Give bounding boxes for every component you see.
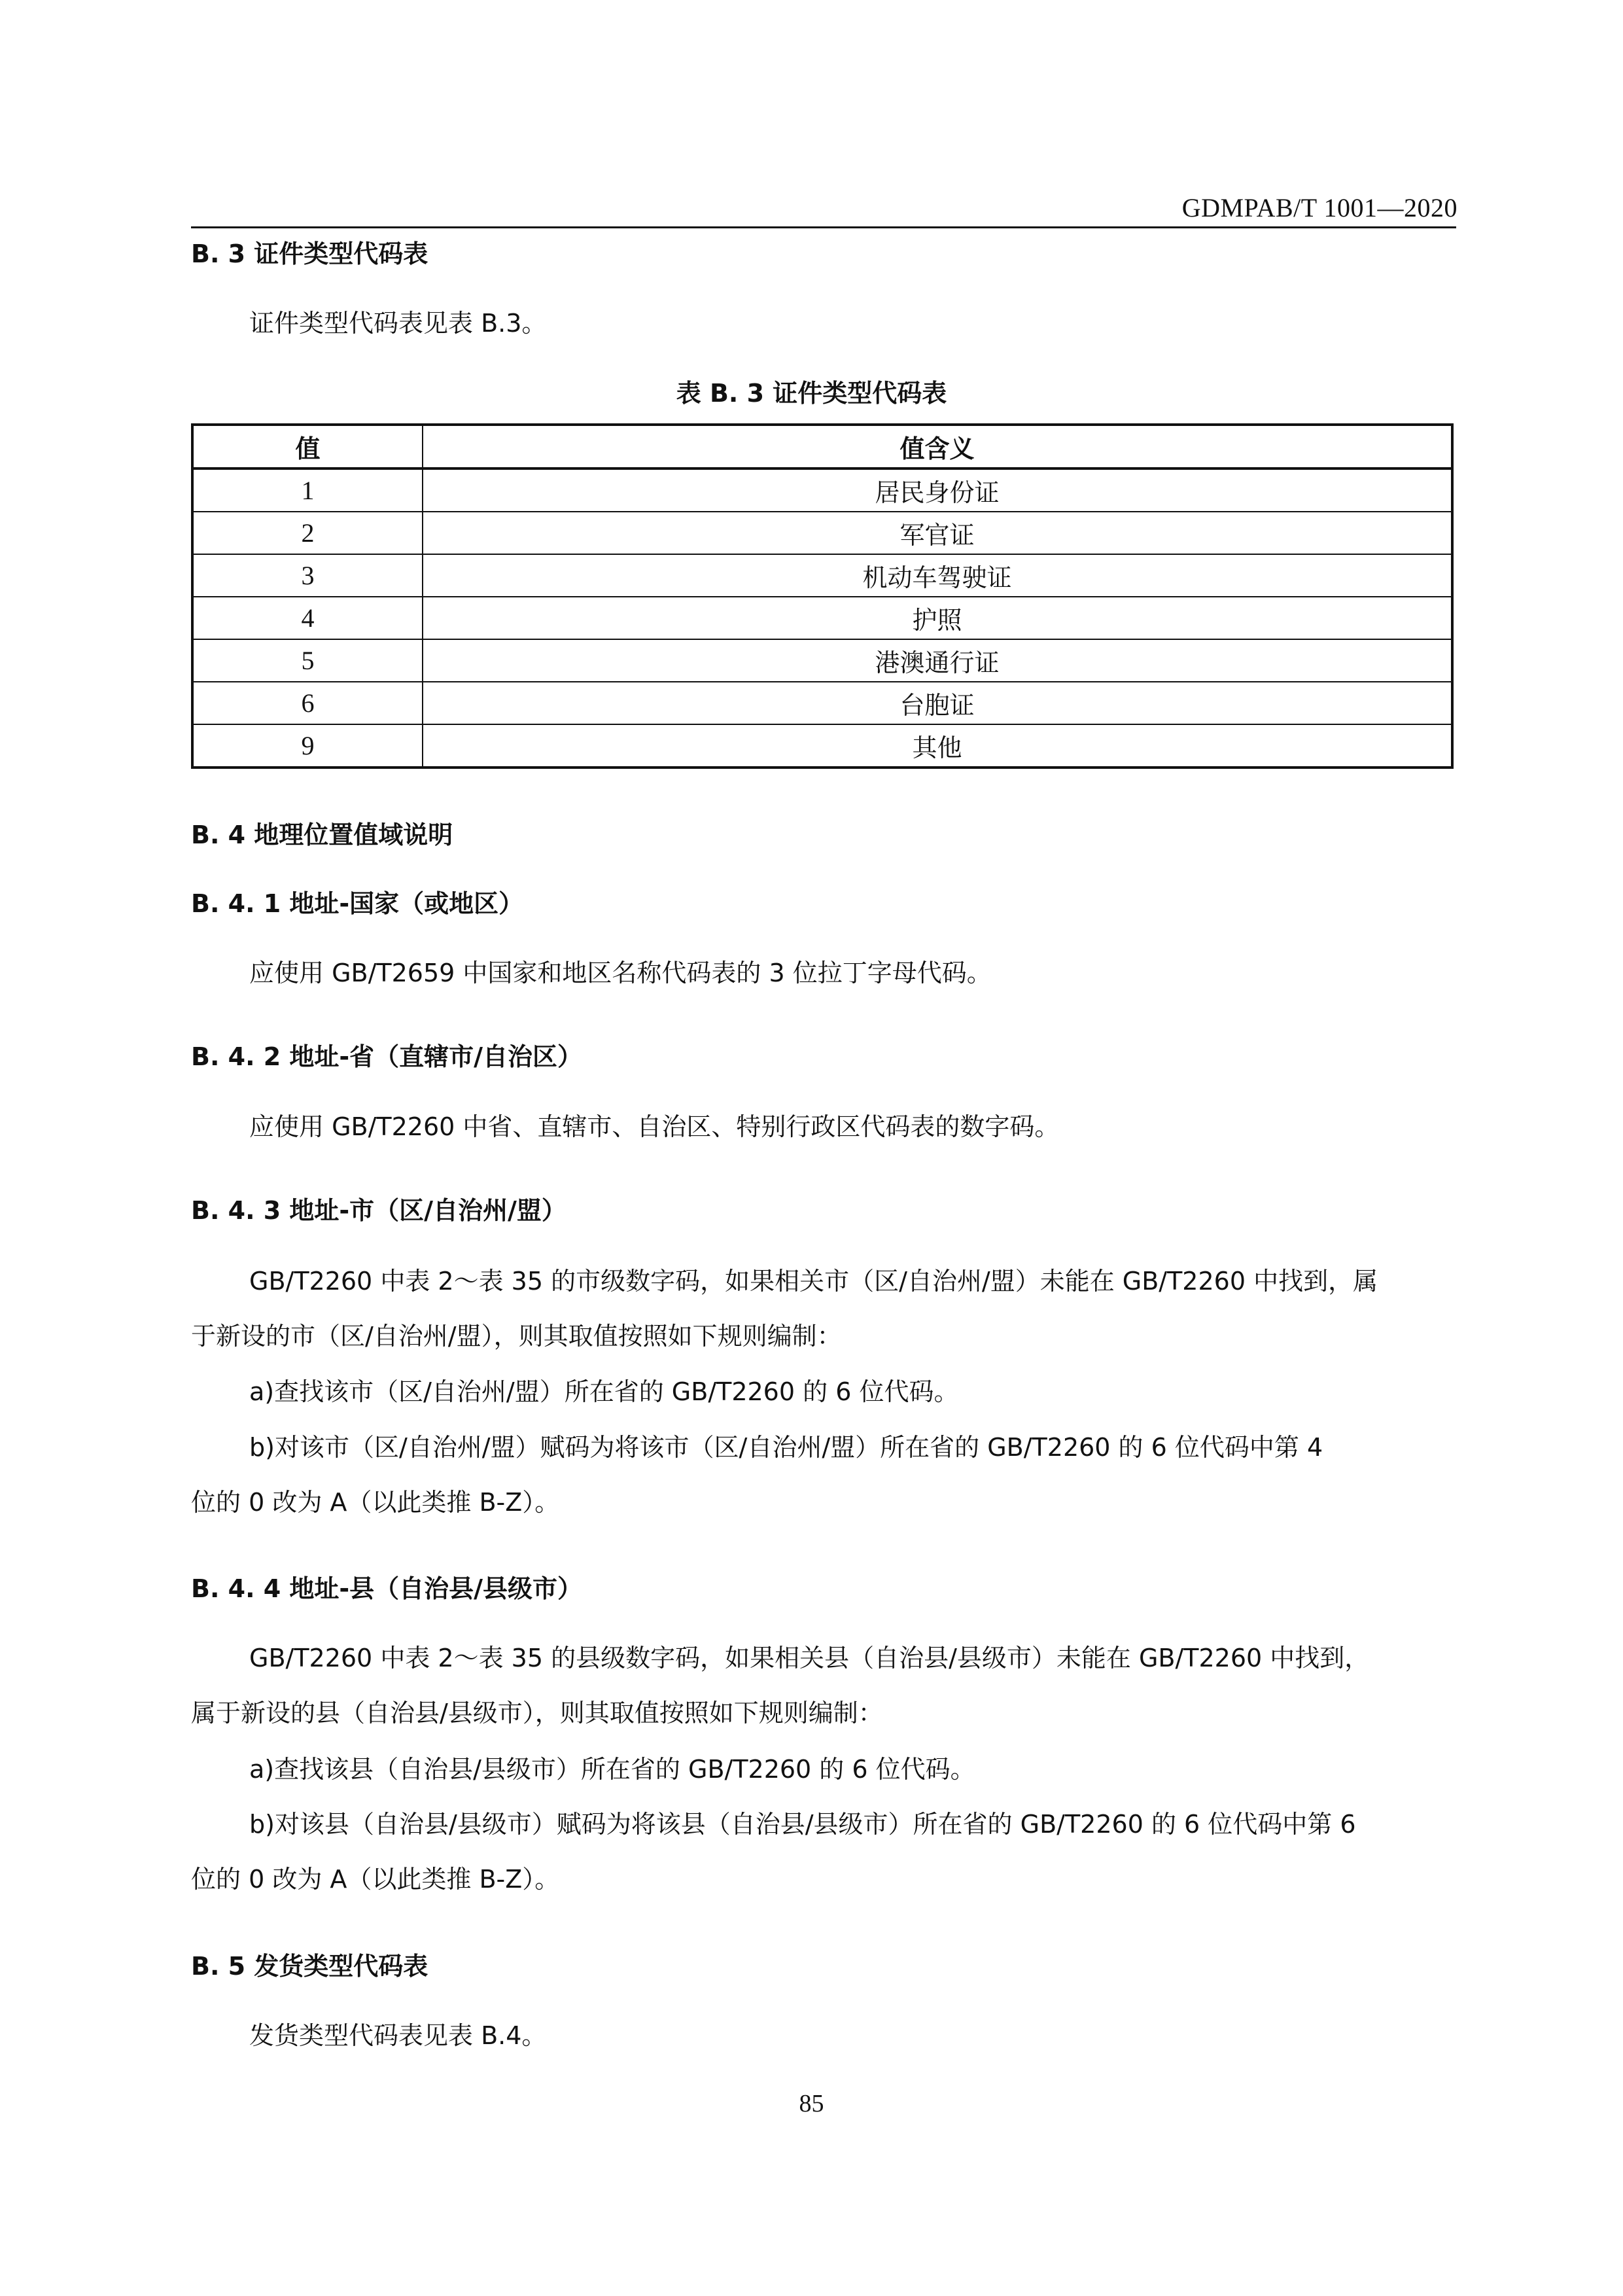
code-cell: 2	[192, 512, 423, 554]
section-b44-heading: B. 4. 4 地址-县（自治县/县级市）	[191, 1574, 583, 1603]
section-b43-line1: GB/T2260 中表 2～表 35 的市级数字码，如果相关市（区/自治州/盟）未能在 GB/T2260 中找到，属	[249, 1267, 1378, 1296]
page-number: 85	[799, 2090, 824, 2117]
code-cell: 1	[192, 468, 423, 512]
meaning-cell: 其他	[423, 724, 1452, 768]
section-b5-intro: 发货类型代码表见表 B.4。	[249, 2021, 547, 2050]
section-b42-text: 应使用 GB/T2260 中省、直辖市、自治区、特别行政区代码表的数字码。	[249, 1112, 1060, 1141]
section-b44-rule-b-line1: b)对该县（自治县/县级市）赋码为将该县（自治县/县级市）所在省的 GB/T2260 的 6 位代码中第 6	[249, 1810, 1356, 1839]
meaning-cell: 护照	[423, 597, 1452, 639]
document-code: GDMPAB/T 1001—2020	[1181, 193, 1457, 222]
table-row	[192, 724, 1452, 768]
section-b44-rule-b-line2: 位的 0 改为 A（以此类推 B-Z）。	[191, 1865, 560, 1894]
table-row	[192, 682, 1452, 724]
section-b44-line1: GB/T2260 中表 2～表 35 的县级数字码，如果相关县（自治县/县级市）未能在 GB/T2260 中找到，	[249, 1644, 1370, 1672]
section-b44-line2: 属于新设的县（自治县/县级市），则其取值按照如下规则编制：	[191, 1699, 883, 1727]
column-header-value: 值	[192, 425, 423, 468]
code-cell: 4	[192, 597, 423, 639]
section-b41-text: 应使用 GB/T2659 中国家和地区名称代码表的 3 位拉丁字母代码。	[249, 959, 992, 987]
section-b3-heading: B. 3 证件类型代码表	[191, 239, 428, 268]
column-header-meaning: 值含义	[423, 425, 1452, 468]
section-b43-heading: B. 4. 3 地址-市（区/自治州/盟）	[191, 1196, 567, 1225]
table-caption: 表 B. 3 证件类型代码表	[676, 379, 947, 408]
section-b4-heading: B. 4 地理位置值域说明	[191, 821, 453, 849]
section-b43-rule-b-line1: b)对该市（区/自治州/盟）赋码为将该市（区/自治州/盟）所在省的 GB/T2260 的 6 位代码中第 4	[249, 1433, 1323, 1462]
code-cell: 6	[192, 682, 423, 724]
meaning-cell: 军官证	[423, 512, 1452, 554]
code-cell: 3	[192, 554, 423, 597]
section-b44-rule-a: a)查找该县（自治县/县级市）所在省的 GB/T2260 的 6 位代码。	[249, 1755, 975, 1784]
section-b3-intro: 证件类型代码表见表 B.3。	[249, 309, 547, 338]
section-b5-heading: B. 5 发货类型代码表	[191, 1952, 428, 1981]
meaning-cell: 港澳通行证	[423, 639, 1452, 682]
section-b42-heading: B. 4. 2 地址-省（直辖市/自治区）	[191, 1042, 583, 1071]
code-cell: 9	[192, 724, 423, 768]
section-b43-line2: 于新设的市（区/自治州/盟），则其取值按照如下规则编制：	[191, 1322, 842, 1351]
meaning-cell: 机动车驾驶证	[423, 554, 1452, 597]
id-type-code-table	[191, 423, 1454, 769]
table-row	[192, 468, 1452, 512]
section-b43-rule-a: a)查找该市（区/自治州/盟）所在省的 GB/T2260 的 6 位代码。	[249, 1377, 959, 1406]
section-b41-heading: B. 4. 1 地址-国家（或地区）	[191, 889, 524, 918]
section-b43-rule-b-line2: 位的 0 改为 A（以此类推 B-Z）。	[191, 1488, 560, 1517]
meaning-cell: 台胞证	[423, 682, 1452, 724]
table-header-row	[192, 425, 1452, 468]
code-cell: 5	[192, 639, 423, 682]
table-row	[192, 554, 1452, 597]
table-row	[192, 597, 1452, 639]
table-row	[192, 639, 1452, 682]
meaning-cell: 居民身份证	[423, 468, 1452, 512]
header-rule	[191, 226, 1456, 228]
table-row	[192, 512, 1452, 554]
